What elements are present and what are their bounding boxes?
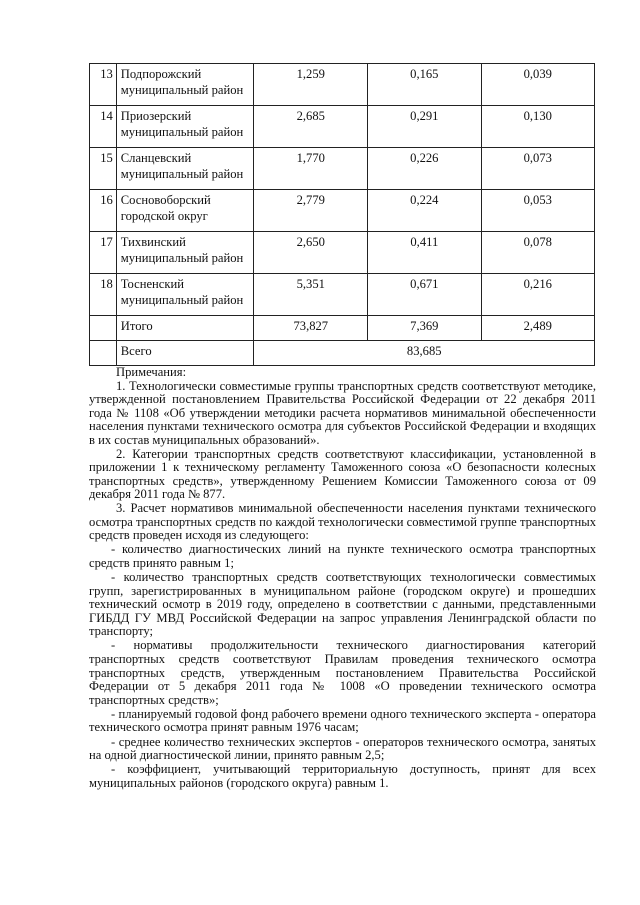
district-name: Приозерский муниципальный район [116,106,254,148]
row-number: 15 [90,148,117,190]
grand-total-value: 83,685 [254,341,595,366]
value-cell: 2,779 [254,190,368,232]
grand-total-row [90,341,595,366]
notes-section [89,366,596,790]
value-cell: 0,130 [481,106,594,148]
total-value: 73,827 [254,316,368,341]
note-bullet: - количество диагностических линий на пункте технического осмотра транспортных средств принято равным 1; [89,542,596,570]
norms-table [89,63,595,366]
note-1: 1. Технологически совместимые группы транспортных средств соответствуют методике, утвержденной постановлением Правительства Российской Федерации от 22 декабря 2011 года № 1108 «Об утверждении методики расчета нормативов минимальной обеспеченности населения пунктами технического осмотра для субъектов Российской Федерации и входящих в их состав муниципальных образований». [89,378,596,447]
district-name: Тосненский муниципальный район [116,274,254,316]
row-number: 18 [90,274,117,316]
total-value: 2,489 [481,316,594,341]
value-cell: 0,411 [368,232,481,274]
value-cell: 0,671 [368,274,481,316]
value-cell: 0,039 [481,64,594,106]
total-label: Итого [116,316,254,341]
value-cell: 0,053 [481,190,594,232]
table-row [90,274,595,316]
table-row [90,190,595,232]
district-name: Сосновоборский городской округ [116,190,254,232]
value-cell: 2,650 [254,232,368,274]
row-number: 17 [90,232,117,274]
grand-total-label: Всего [116,341,254,366]
value-cell: 0,165 [368,64,481,106]
note-bullet: - коэффициент, учитывающий территориальную доступность, принят для всех муниципальных районов (городского округа) равным 1. [89,762,596,790]
value-cell: 1,770 [254,148,368,190]
value-cell: 0,073 [481,148,594,190]
district-name: Подпорожский муниципальный район [116,64,254,106]
value-cell: 0,226 [368,148,481,190]
district-name: Сланцевский муниципальный район [116,148,254,190]
value-cell: 2,685 [254,106,368,148]
note-3: 3. Расчет нормативов минимальной обеспеченности населения пунктами технического осмотра транспортных средств по каждой технологически совместимой группе транспортных средств проведен исходя из следующего: [89,500,596,543]
note-bullet: - среднее количество технических экспертов - операторов технического осмотра, занятых на одной диагностической линии, принято равным 2,5; [89,734,596,763]
note-bullet: - планируемый годовой фонд рабочего времени одного технического эксперта - оператора технического осмотра принят равным 1976 часам; [89,706,596,735]
value-cell: 0,078 [481,232,594,274]
total-row [90,316,595,341]
value-cell: 0,224 [368,190,481,232]
table-row [90,106,595,148]
value-cell: 5,351 [254,274,368,316]
value-cell: 0,291 [368,106,481,148]
note-2: 2. Категории транспортных средств соответствуют классификации, установленной в приложении 1 к техническому регламенту Таможенного союза «О безопасности колесных транспортных средств», утвержденному Решением Комиссии Таможенного союза от 09 декабря 2011 года № 877. [89,446,596,502]
notes-title: Примечания: [116,365,187,379]
district-name: Тихвинский муниципальный район [116,232,254,274]
total-value: 7,369 [368,316,481,341]
row-number: 13 [90,64,117,106]
value-cell: 1,259 [254,64,368,106]
row-number [90,341,117,366]
table-row [90,148,595,190]
row-number: 16 [90,190,117,232]
row-number: 14 [90,106,117,148]
value-cell: 0,216 [481,274,594,316]
row-number [90,316,117,341]
note-bullet: - нормативы продолжительности технического диагностирования категорий транспортных средств соответствуют Правилам проведения технического осмотра транспортных средств, утвержденным постановлением Правительства Российской Федерации от 5 декабря 2011 года № 1008 «О проведении технического осмотра транспортных средств»; [89,638,596,707]
note-bullet: - количество транспортных средств соответствующих технологически совместимых групп, зарегистрированных в муниципальном районе (городском округе) и прошедших технический осмотр в 2019 году, определено в соответствии с данными, представленными ГИБДД ГУ МВД Российской Федерации на запрос управления Ленинградской области по транспорту; [89,569,596,639]
table-row [90,232,595,274]
table-row [90,64,595,106]
